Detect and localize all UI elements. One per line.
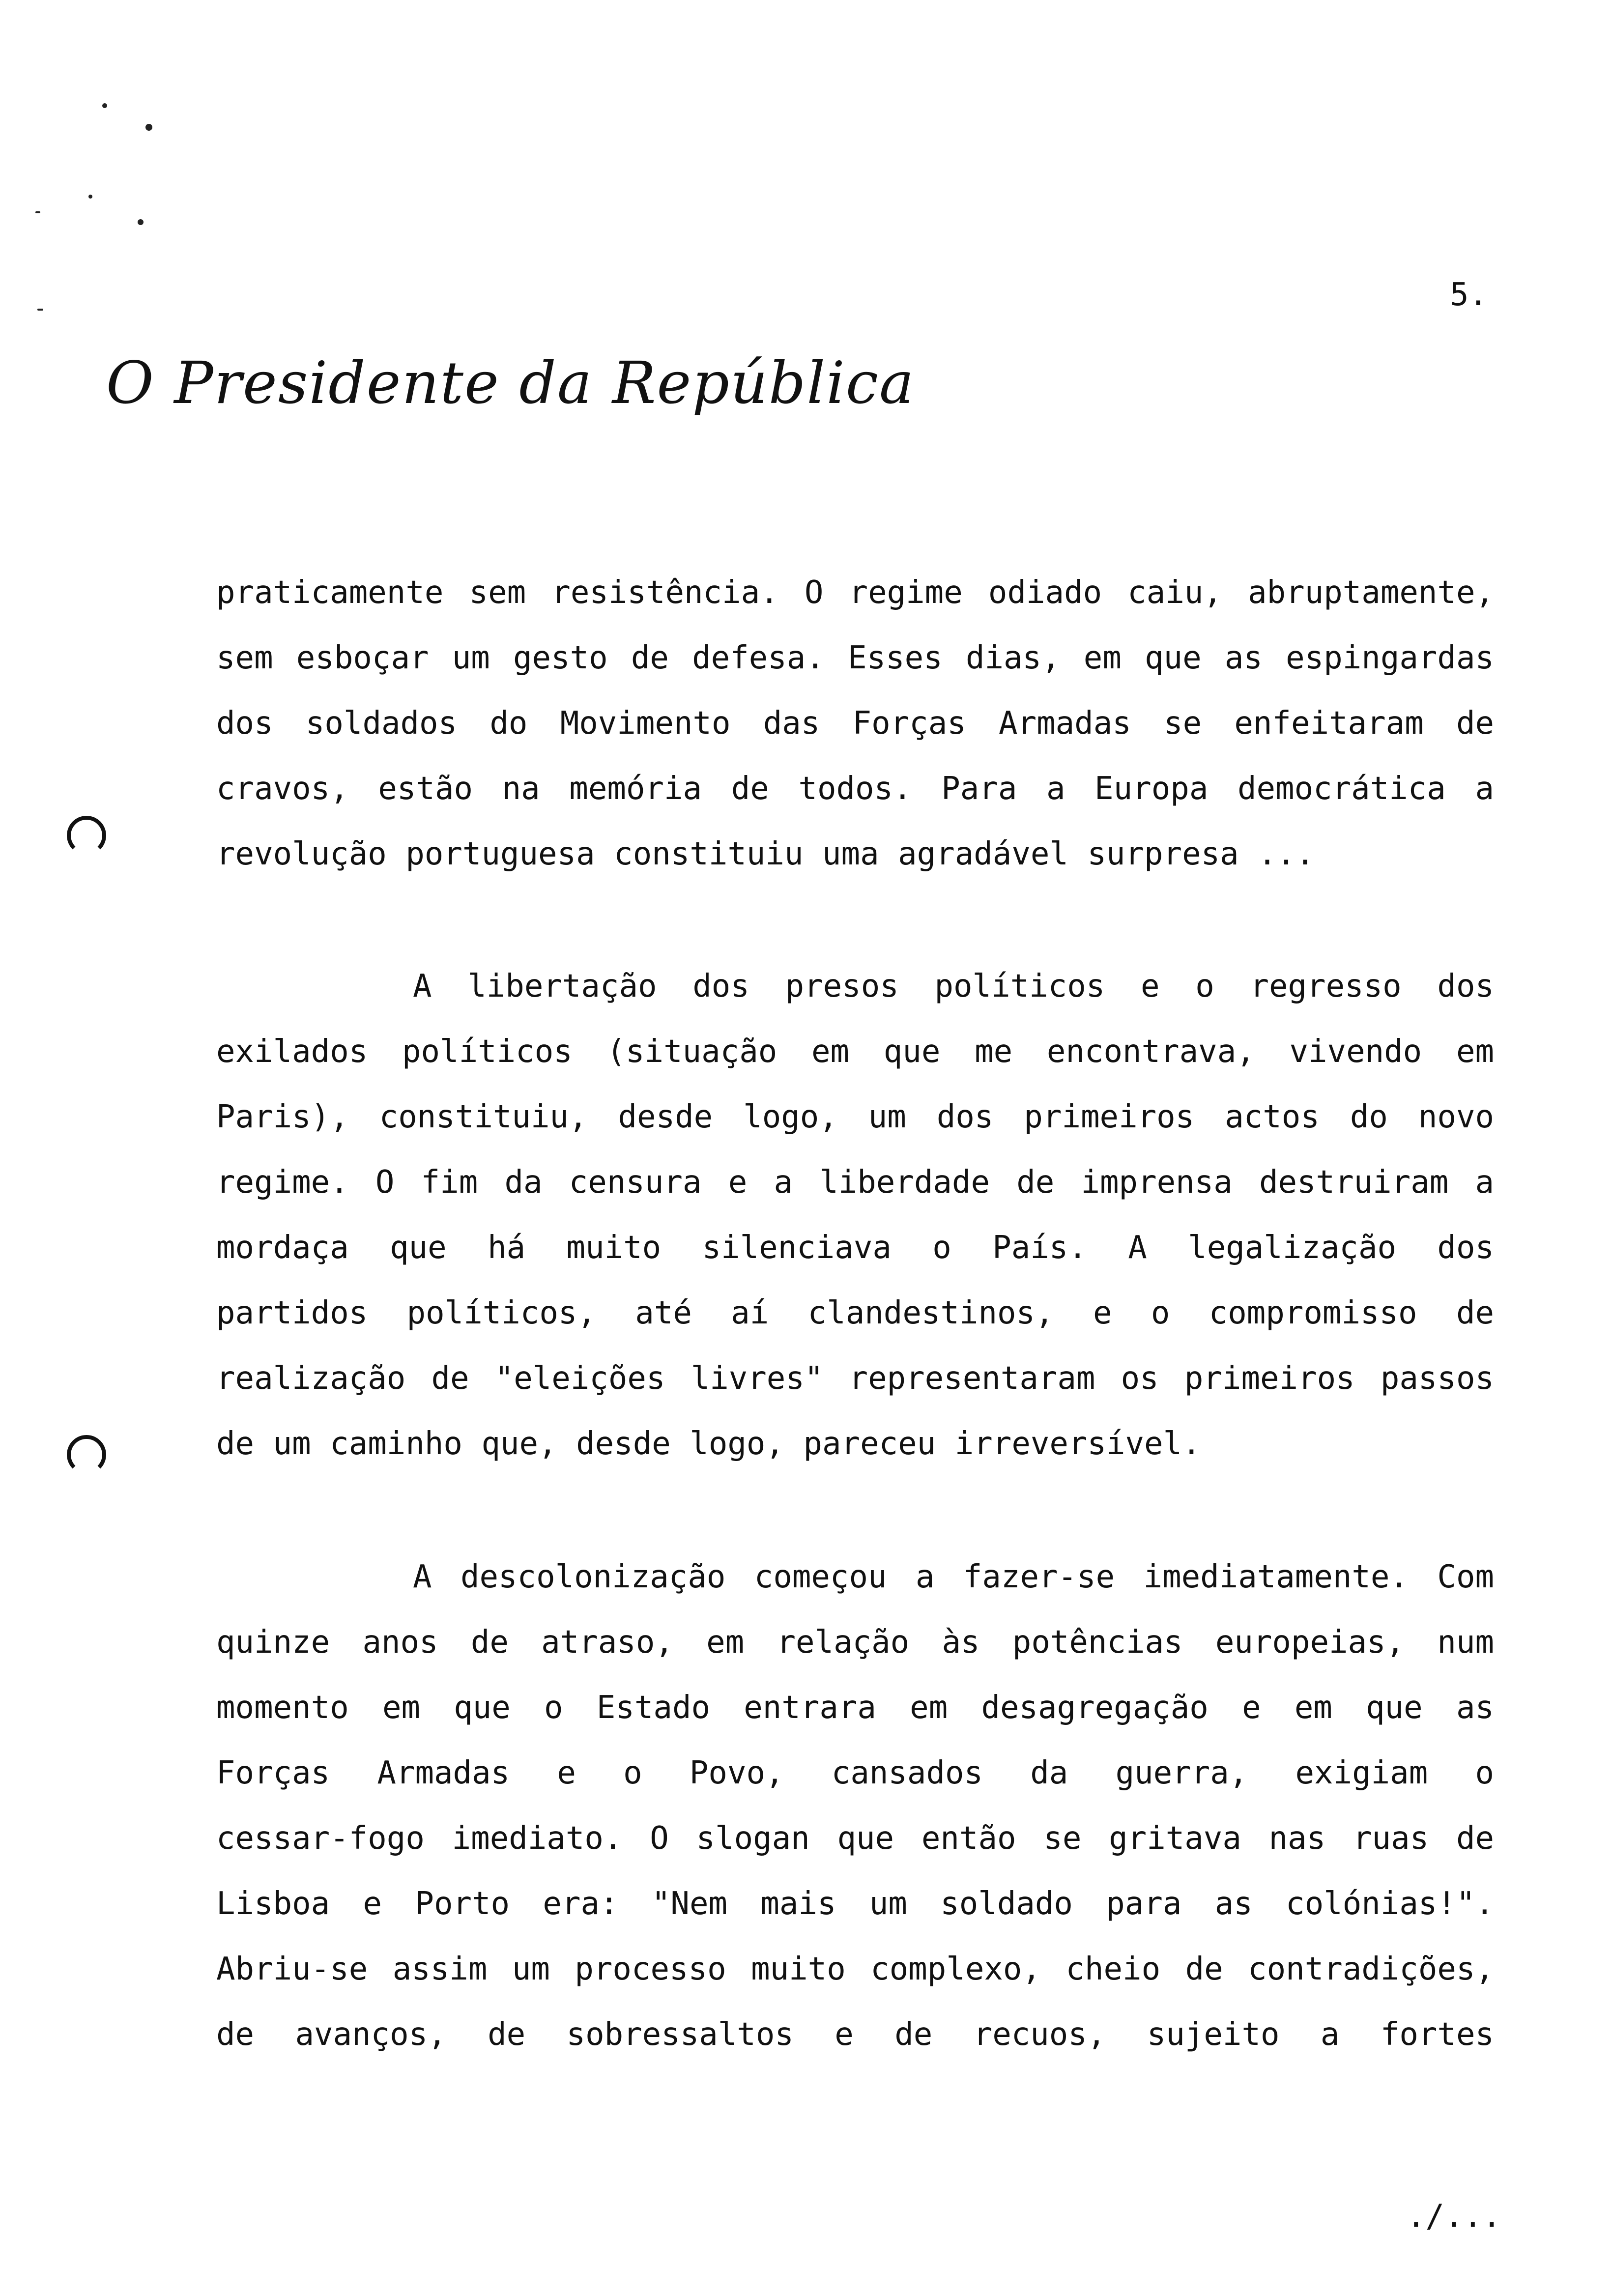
text-line: realização de "eleições livres" representaram os primeiros passos <box>216 1360 1494 1397</box>
text-line: cravos, estão na memória de todos. Para a Europa democrática a <box>216 771 1494 807</box>
text-line: partidos políticos, até aí clandestinos, e o compromisso de <box>216 1295 1494 1331</box>
text-line: sem esboçar um gesto de defesa. Esses dias, em que as espingardas <box>216 640 1494 676</box>
binder-hole <box>67 1435 106 1474</box>
paragraph <box>216 560 1494 887</box>
text-line: regime. O fim da censura e a liberdade de imprensa destruiram a <box>216 1164 1494 1201</box>
page-number: 5. <box>1450 277 1488 313</box>
text-line: Abriu-se assim um processo muito complexo, cheio de contradições, <box>216 1951 1494 1987</box>
text-line: Lisboa e Porto era: "Nem mais um soldado para as colónias!". <box>216 1886 1494 1922</box>
text-line: de avanços, de sobressaltos e de recuos, sujeito a fortes <box>216 2016 1494 2053</box>
text-line: dos soldados do Movimento das Forças Armadas se enfeitaram de <box>216 705 1494 742</box>
text-line: Paris), constituiu, desde logo, um dos primeiros actos do novo <box>216 1099 1494 1135</box>
text-line: de um caminho que, desde logo, pareceu irreversível. <box>216 1426 1201 1462</box>
text-line: A descolonização começou a fazer-se imediatamente. Com <box>413 1559 1494 1595</box>
text-line: mordaça que há muito silenciava o País. A legalização dos <box>216 1230 1494 1266</box>
text-line: praticamente sem resistência. O regime odiado caiu, abruptamente, <box>216 574 1494 611</box>
scan-speck <box>102 103 107 108</box>
letterhead-title: O Presidente da República <box>106 349 915 417</box>
scan-speck <box>37 309 43 311</box>
text-line: A libertação dos presos políticos e o regresso dos <box>413 968 1494 1004</box>
scan-speck <box>88 195 92 199</box>
text-line: quinze anos de atraso, em relação às potências europeias, num <box>216 1624 1494 1661</box>
text-line: Forças Armadas e o Povo, cansados da guerra, exigiam o <box>216 1755 1494 1791</box>
scan-speck <box>35 211 40 213</box>
scan-speck <box>145 124 152 131</box>
binder-hole <box>67 816 106 855</box>
continuation-mark: ./... <box>1407 2198 1501 2235</box>
text-line: exilados políticos (situação em que me encontrava, vivendo em <box>216 1033 1494 1070</box>
paragraph <box>216 954 1494 1477</box>
scan-speck <box>138 219 144 225</box>
text-line: cessar-fogo imediato. O slogan que então se gritava nas ruas de <box>216 1820 1494 1857</box>
text-line: momento em que o Estado entrara em desagregação e em que as <box>216 1690 1494 1726</box>
paragraph <box>216 1545 1494 2067</box>
text-line: revolução portuguesa constituiu uma agradável surpresa ... <box>216 836 1315 872</box>
